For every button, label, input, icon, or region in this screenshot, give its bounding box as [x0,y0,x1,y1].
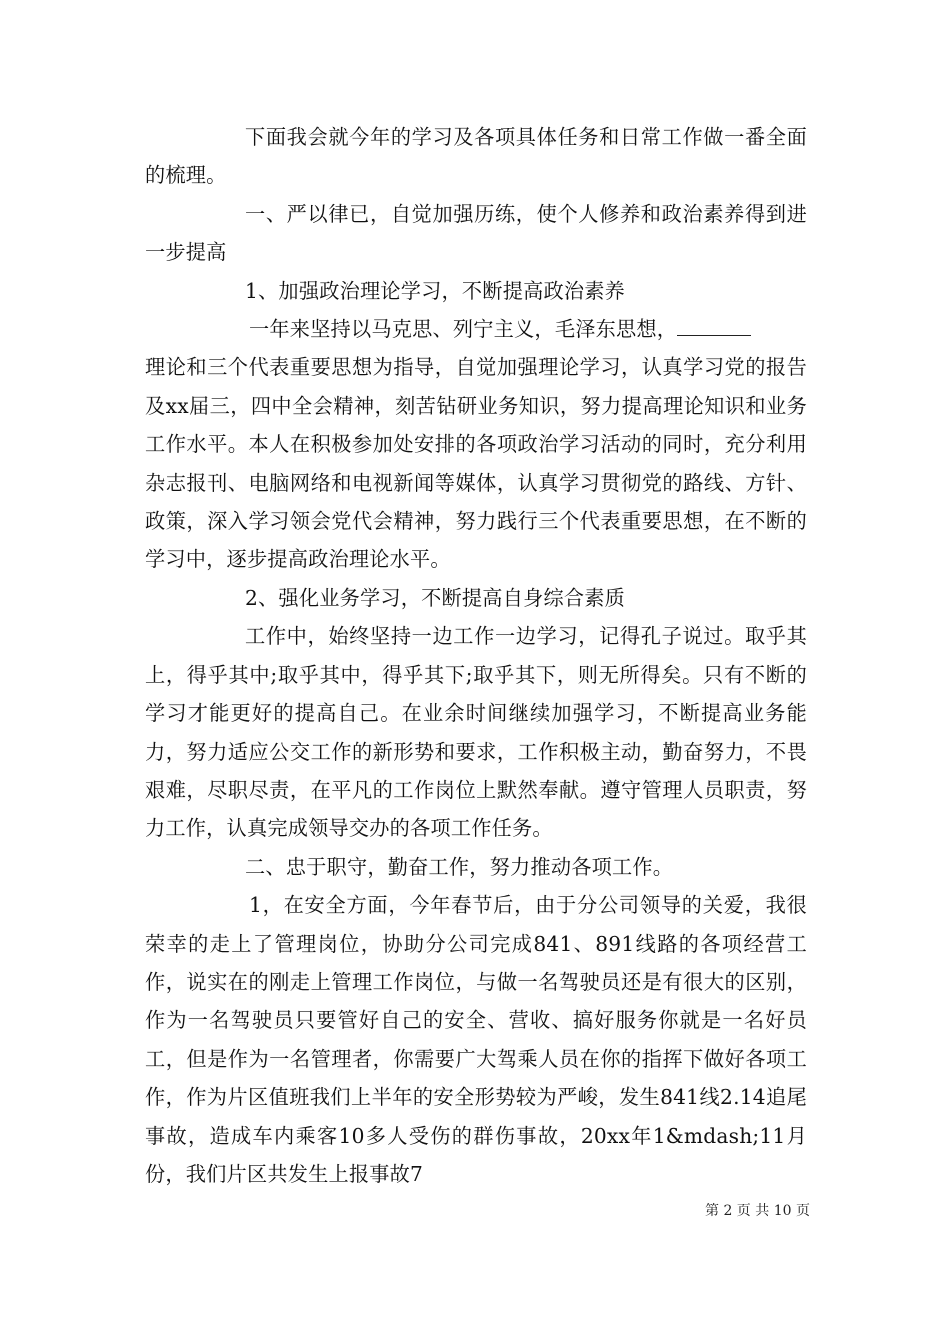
paragraph-safety: 1，在安全方面，今年春节后，由于分公司领导的关爱，我很荣幸的走上了管理岗位，协助分公司完成841、891线路的各项经营工作，说实在的刚走上管理工作岗位，与做一名驾驶员还是有很大的区别，作为一名驾驶员只要管好自己的安全、营收、搞好服务你就是一名好员工，但是作为一名管理者，你需要广大驾乘人员在你的指挥下做好各项工作，作为片区值班我们上半年的安全形势较为严峻，发生841线2.14追尾事故，造成车内乘客10多人受伤的群伤事故，20xx年1&mdash;11月份，我们片区共发生上报事故7 [145,893,807,1186]
fill-in-blank [677,317,751,336]
paragraph-work-study: 工作中，始终坚持一边工作一边学习，记得孔子说过。取乎其上，得乎其中;取乎其中，得乎其下;取乎其下，则无所得矣。只有不断的学习才能更好的提高自己。在业余时间继续加强学习，不断提高业务能力，努力适应公交工作的新形势和要求，工作积极主动，勤奋努力，不畏艰难，尽职尽责，在平凡的工作岗位上默然奉献。遵守管理人员职责，努力工作，认真完成领导交办的各项工作任务。 [145,624,807,841]
heading-section-two: 二、忠于职守，勤奋工作，努力推动各项工作。 [245,854,674,879]
page-footer: 第 2 页 共 10 页 [705,1203,810,1219]
paragraph-theory-study: 理论和三个代表重要思想为指导，自觉加强理论学习，认真学习党的报告及xx届三，四中全会精神，刻苦钻研业务知识，努力提高理论知识和业务工作水平。本人在积极参加处安排的各项政治学习活动的同时，充分利用杂志报刊、电脑网络和电视新闻等媒体，认真学习贯彻党的路线、方针、政策，深入学习领会党代会精神，努力践行三个代表重要思想，在不断的学习中，逐步提高政治理论水平。 [145,355,807,572]
paragraph-theory-lead-text: 一年来坚持以马克思、列宁主义，毛泽东思想， [249,317,678,342]
heading-section-one: 一、严以律已，自觉加强历练，使个人修养和政治素养得到进一步提高 [145,201,807,265]
heading-subsection-2: 2、强化业务学习，不断提高自身综合素质 [245,585,626,610]
document-body [145,118,807,1193]
paragraph-intro: 下面我会就今年的学习及各项具体任务和日常工作做一番全面的梳理。 [145,125,807,188]
paragraph-theory-lead [145,310,807,348]
heading-subsection-1: 1、加强政治理论学习，不断提高政治素养 [245,278,626,303]
